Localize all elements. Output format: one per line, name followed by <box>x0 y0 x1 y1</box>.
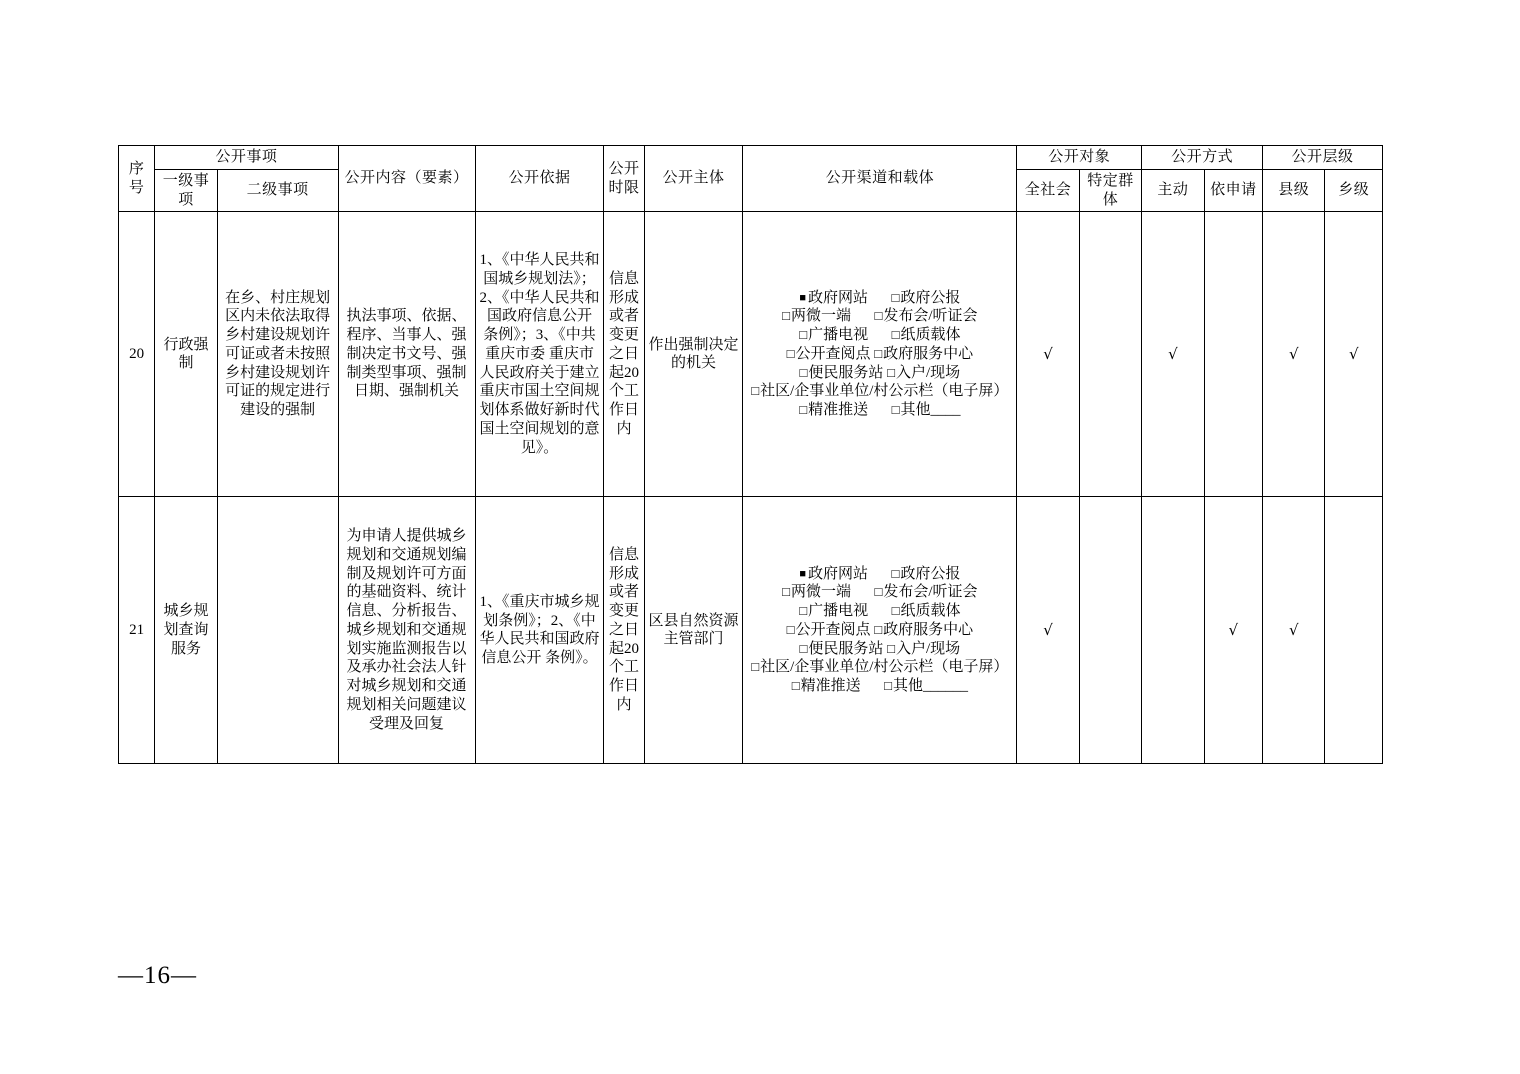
disclosure-matters-table <box>118 145 1383 764</box>
cell-subject: 作出强制决定的机关 <box>644 212 743 497</box>
cell-seq: 20 <box>119 212 155 497</box>
checkbox-convenience-station[interactable]: □ 便民服务站 <box>800 365 884 381</box>
header-object-group: 公开对象 <box>1017 146 1142 170</box>
checkbox-door-to-door[interactable]: □ 入户/现场 <box>887 641 960 657</box>
table-row <box>119 497 1383 764</box>
checkbox-other[interactable]: □ 其他______ <box>884 678 968 694</box>
checkbox-two-micro-one-end[interactable]: □ 两微一端 <box>782 308 851 324</box>
checkbox-public-inquiry-point[interactable]: □ 公开查阅点 <box>787 346 871 362</box>
channel-line-6 <box>746 382 1013 401</box>
cell-object-all: √ <box>1017 212 1079 497</box>
cell-basis: 1、《重庆市城乡规划条例》；2、《中华人民共和国政府信息公开 条例》。 <box>475 497 604 764</box>
cell-time-limit: 信息形成或者变更之日起20个工作日内 <box>604 497 644 764</box>
cell-channel <box>743 497 1017 764</box>
checkbox-precise-push[interactable]: □ 精准推送 <box>799 402 868 418</box>
cell-level-town: √ <box>1325 212 1383 497</box>
cell-method-active: √ <box>1142 212 1204 497</box>
cell-basis: 1、《中华人民共和国城乡规划法》；2、《中华人民共和国政府信息公开 条例》；3、《中共重庆市委 重庆市人民政府关于建立重庆市国土空间规划体系做好新时代国土空间规划的意见》。 <box>475 212 604 497</box>
cell-object-specific <box>1079 497 1141 764</box>
header-channel: 公开渠道和载体 <box>743 146 1017 212</box>
page-number: —16— <box>118 962 197 989</box>
channel-line-3 <box>746 602 1013 621</box>
channel-line-4 <box>746 621 1013 640</box>
header-seq-label: 序号 <box>128 160 145 196</box>
cell-subject: 区县自然资源主管部门 <box>644 497 743 764</box>
cell-level2: 在乡、村庄规划区内未依法取得乡村建设规划许可证或者未按照乡村建设规划许可证的规定进行建设的强制 <box>217 212 338 497</box>
header-level2: 二级事项 <box>217 169 338 212</box>
cell-channel <box>743 212 1017 497</box>
cell-level1: 行政强制 <box>155 212 217 497</box>
channel-line-3 <box>746 326 1013 345</box>
checkbox-precise-push[interactable]: □ 精准推送 <box>792 678 861 694</box>
cell-time-limit: 信息形成或者变更之日起20个工作日内 <box>604 212 644 497</box>
header-level1: 一级事项 <box>155 169 217 212</box>
header-subject: 公开主体 <box>644 146 743 212</box>
channel-line-7 <box>746 401 1013 420</box>
cell-level-county: √ <box>1263 212 1325 497</box>
header-method-active: 主动 <box>1142 169 1204 212</box>
cell-level1: 城乡规划查询服务 <box>155 497 217 764</box>
header-method-apply: 依申请 <box>1204 169 1262 212</box>
cell-level-town <box>1325 497 1383 764</box>
checkbox-broadcast-tv[interactable]: □ 广播电视 <box>799 603 868 619</box>
checkbox-gov-website[interactable]: ■ 政府网站 <box>799 290 868 306</box>
cell-method-apply: √ <box>1204 497 1262 764</box>
channel-line-2 <box>746 307 1013 326</box>
checkbox-gov-service-center[interactable]: □ 政府服务中心 <box>874 622 973 638</box>
header-object-specific: 特定群体 <box>1079 169 1141 212</box>
checkbox-broadcast-tv[interactable]: □ 广播电视 <box>799 327 868 343</box>
header-content: 公开内容（要素） <box>338 146 475 212</box>
checkbox-door-to-door[interactable]: □ 入户/现场 <box>887 365 960 381</box>
cell-level-county: √ <box>1263 497 1325 764</box>
checkbox-gov-service-center[interactable]: □ 政府服务中心 <box>874 346 973 362</box>
header-method-group: 公开方式 <box>1142 146 1263 170</box>
cell-object-all: √ <box>1017 497 1079 764</box>
cell-method-active <box>1142 497 1204 764</box>
checkbox-press-conference[interactable]: □ 发布会/听证会 <box>875 308 978 324</box>
table-header-row-1 <box>119 146 1383 170</box>
channel-line-7 <box>746 677 1013 696</box>
channel-line-5 <box>746 364 1013 383</box>
channel-line-5 <box>746 640 1013 659</box>
header-seq <box>119 146 155 212</box>
channel-line-2 <box>746 583 1013 602</box>
header-time-limit: 公开时限 <box>604 146 644 212</box>
checkbox-two-micro-one-end[interactable]: □ 两微一端 <box>782 584 851 600</box>
channel-line-1 <box>746 565 1013 584</box>
checkbox-community-bulletin[interactable]: □ 社区/企事业单位/村公示栏（电子屏） <box>751 659 1008 675</box>
header-public-matter-group: 公开事项 <box>155 146 338 170</box>
table-row <box>119 212 1383 497</box>
checkbox-other[interactable]: □ 其他____ <box>892 402 961 418</box>
header-level-town: 乡级 <box>1325 169 1383 212</box>
header-basis: 公开依据 <box>475 146 604 212</box>
cell-method-apply <box>1204 212 1262 497</box>
checkbox-public-inquiry-point[interactable]: □ 公开查阅点 <box>787 622 871 638</box>
checkbox-convenience-station[interactable]: □ 便民服务站 <box>800 641 884 657</box>
cell-content: 为申请人提供城乡规划和交通规划编制及规划许可方面的基础资料、统计信息、分析报告、城乡规划和交通规划实施监测报告以及承办社会法人针对城乡规划和交通规划相关问题建议受理及回复 <box>338 497 475 764</box>
channel-line-4 <box>746 345 1013 364</box>
checkbox-press-conference[interactable]: □ 发布会/听证会 <box>875 584 978 600</box>
checkbox-paper-media[interactable]: □ 纸质载体 <box>892 327 961 343</box>
checkbox-gov-gazette[interactable]: □ 政府公报 <box>891 290 960 306</box>
channel-line-1 <box>746 289 1013 308</box>
cell-seq: 21 <box>119 497 155 764</box>
header-object-all: 全社会 <box>1017 169 1079 212</box>
checkbox-community-bulletin[interactable]: □ 社区/企事业单位/村公示栏（电子屏） <box>751 383 1008 399</box>
checkbox-gov-gazette[interactable]: □ 政府公报 <box>891 566 960 582</box>
cell-content: 执法事项、依据、程序、当事人、强制决定书文号、强制类型事项、强制日期、强制机关 <box>338 212 475 497</box>
checkbox-gov-website[interactable]: ■ 政府网站 <box>799 566 868 582</box>
channel-line-6 <box>746 658 1013 677</box>
header-level-group: 公开层级 <box>1263 146 1383 170</box>
cell-object-specific <box>1079 212 1141 497</box>
cell-level2 <box>217 497 338 764</box>
checkbox-paper-media[interactable]: □ 纸质载体 <box>892 603 961 619</box>
header-level-county: 县级 <box>1263 169 1325 212</box>
